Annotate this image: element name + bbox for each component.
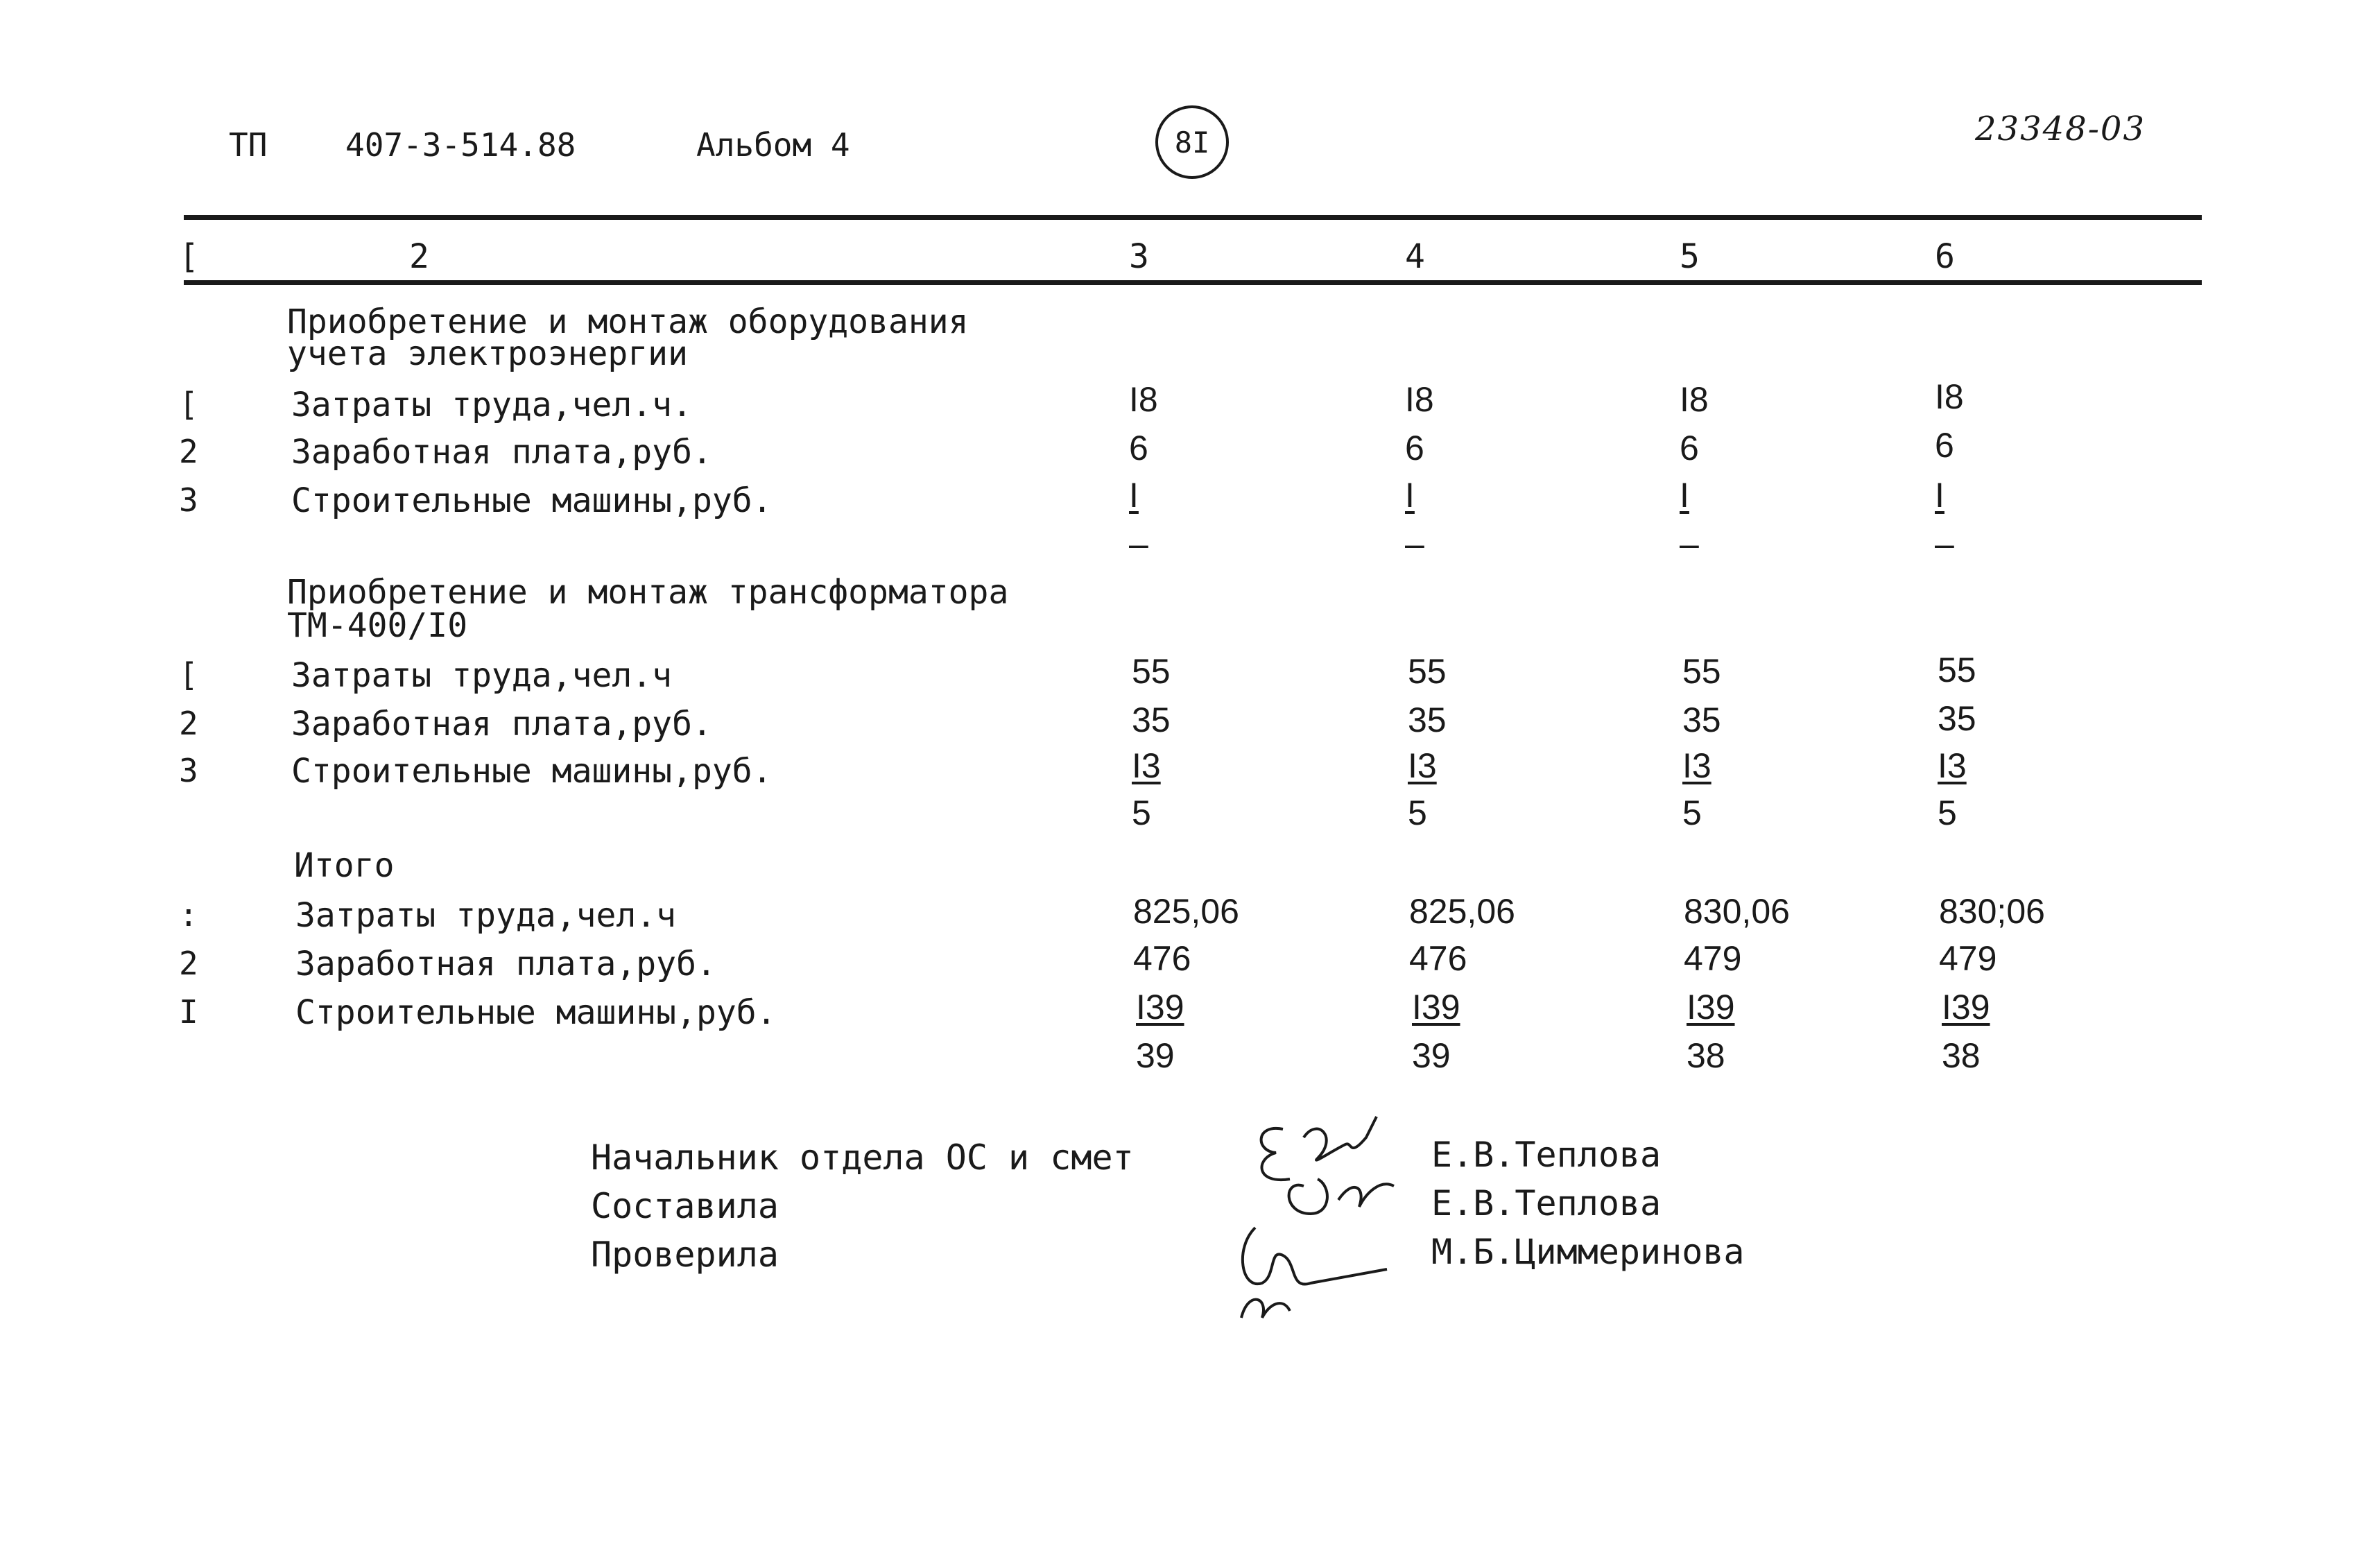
signature-role: Проверила	[591, 1235, 779, 1275]
row-index: I	[179, 993, 198, 1031]
value-cell: I	[1680, 476, 1689, 515]
document-number: 23348-03	[1975, 110, 2146, 148]
row-index: 2	[179, 433, 198, 470]
row-label: Строительные машины,руб.	[291, 481, 773, 520]
value-cell: 6	[1405, 429, 1424, 467]
row-index: 3	[179, 481, 198, 519]
sub-value: 39	[1412, 1036, 1451, 1075]
value-cell: 830,06	[1684, 892, 1790, 931]
value-cell: I3	[1682, 746, 1711, 785]
value-cell: 35	[1408, 701, 1447, 739]
page-number-stamp	[1155, 105, 1229, 179]
row-label: Заработная плата,руб.	[291, 705, 712, 744]
value-cell: 476	[1409, 939, 1467, 978]
row-label: Затраты труда,чел.ч.	[291, 386, 692, 424]
sub-value: 39	[1136, 1036, 1175, 1075]
value-cell: I8	[1405, 380, 1434, 419]
sub-value: 5	[1938, 793, 1957, 832]
row-index: 2	[179, 705, 198, 742]
sub-value: 38	[1687, 1036, 1725, 1075]
value-cell: 830;06	[1939, 892, 2045, 931]
project-code: 407-3-514.88	[345, 126, 576, 164]
signature-name: М.Б.Циммеринова	[1431, 1232, 1745, 1272]
row-index: 3	[179, 752, 198, 789]
value-cell: 35	[1938, 699, 1976, 738]
value-cell: 479	[1684, 939, 1742, 978]
handwritten-signature	[1227, 1110, 1435, 1332]
signature-role: Составила	[591, 1186, 779, 1226]
value-cell: 55	[1132, 652, 1171, 691]
row-label: Затраты труда,чел.ч	[291, 656, 673, 695]
sub-value: –	[1680, 524, 1699, 563]
value-cell: 55	[1408, 652, 1447, 691]
section-title-cont: учета электроэнергии	[287, 334, 688, 373]
value-cell: I3	[1938, 746, 1967, 785]
value-cell: 55	[1938, 651, 1976, 689]
row-label: Строительные машины,руб.	[295, 993, 777, 1032]
value-cell: 55	[1682, 652, 1721, 691]
album-label: Альбом 4	[696, 126, 850, 164]
signature-name: Е.В.Теплова	[1431, 1183, 1662, 1223]
value-cell: I	[1405, 476, 1415, 515]
sub-value: 38	[1942, 1036, 1981, 1075]
section-title-cont: ТМ-400/I0	[287, 606, 468, 645]
sub-value: –	[1935, 524, 1954, 563]
row-index: [	[179, 386, 198, 423]
value-cell: I3	[1132, 746, 1161, 785]
col-num-6: 6	[1935, 237, 1955, 276]
col-num-2: 2	[409, 237, 429, 276]
sub-value: –	[1405, 524, 1424, 563]
col-num-4: 4	[1405, 237, 1425, 276]
header-rule	[184, 280, 2202, 285]
sub-value: –	[1129, 524, 1148, 563]
top-double-rule	[184, 215, 2202, 220]
value-cell: 35	[1682, 701, 1721, 739]
value-cell: I8	[1680, 380, 1709, 419]
value-cell: 476	[1133, 939, 1191, 978]
value-cell: 479	[1939, 939, 1997, 978]
signature-name: Е.В.Теплова	[1431, 1135, 1662, 1175]
col-num-3: 3	[1129, 237, 1149, 276]
value-cell: I39	[1412, 988, 1460, 1026]
value-cell: I39	[1136, 988, 1184, 1026]
value-cell: I3	[1408, 746, 1437, 785]
sub-value: 5	[1132, 793, 1151, 832]
value-cell: I	[1129, 476, 1139, 515]
row-index: 2	[179, 945, 198, 982]
value-cell: 6	[1935, 426, 1954, 465]
sub-value: 5	[1408, 793, 1427, 832]
section-title: Приобретение и монтаж оборудования	[287, 302, 969, 341]
row-label: Затраты труда,чел.ч	[295, 896, 677, 935]
value-cell: 6	[1129, 429, 1148, 467]
page-number: 8I	[1174, 125, 1210, 160]
value-cell: I39	[1687, 988, 1735, 1026]
row-label: Заработная плата,руб.	[291, 433, 712, 472]
value-cell: I8	[1129, 380, 1158, 419]
series-label: ТП	[229, 126, 268, 164]
value-cell: 6	[1680, 429, 1699, 467]
signature-role: Начальник отдела ОС и смет	[591, 1137, 1134, 1178]
value-cell: I8	[1935, 377, 1964, 416]
row-label: Строительные машины,руб.	[291, 752, 773, 791]
value-cell: 35	[1132, 701, 1171, 739]
col-num-5: 5	[1680, 237, 1700, 276]
row-index: :	[179, 896, 198, 934]
section-title: Приобретение и монтаж трансформатора	[287, 573, 1009, 612]
row-index: [	[179, 656, 198, 694]
value-cell: 825,06	[1133, 892, 1239, 931]
value-cell: I39	[1942, 988, 1990, 1026]
sub-value: 5	[1682, 793, 1702, 832]
section-title: Итого	[294, 846, 395, 885]
value-cell: I	[1935, 476, 1944, 515]
col-num-1: [	[179, 237, 199, 276]
value-cell: 825,06	[1409, 892, 1515, 931]
row-label: Заработная плата,руб.	[295, 945, 716, 983]
